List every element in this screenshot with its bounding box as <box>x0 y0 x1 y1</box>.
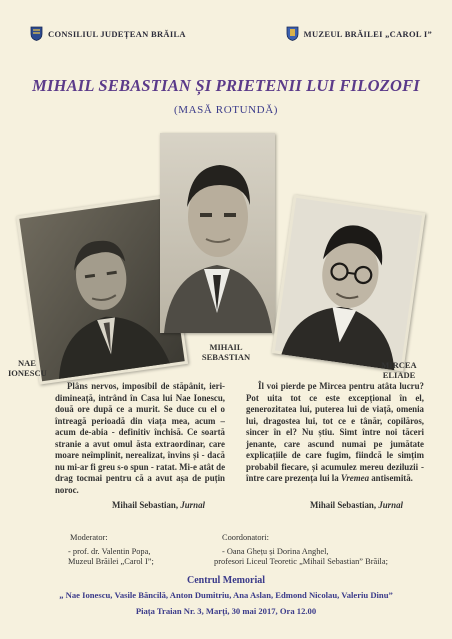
quote-left-author: Mihail Sebastian, <box>112 500 179 510</box>
venue-details: Piața Traian Nr. 3, Marți, 30 mai 2017, Ora 12.00 <box>135 606 317 616</box>
mihail-sebastian-photo <box>160 133 275 333</box>
county-coat-of-arms-icon <box>30 26 43 41</box>
mircea-eliade-photo <box>272 195 426 372</box>
sebastian-caption-line2: SEBASTIAN <box>201 352 251 362</box>
mircea-caption-line1: MIRCEA <box>381 360 417 370</box>
quote-right-text-end: antisemită. <box>371 473 413 483</box>
quote-left-signature <box>112 500 205 510</box>
sebastian-caption-line1: MIHAIL <box>209 342 243 352</box>
mihail-sebastian-caption <box>180 342 272 362</box>
county-council-logo <box>30 26 186 41</box>
museum-crest-icon <box>286 26 299 41</box>
museum-logo <box>286 26 432 41</box>
coordinators-institution: profesori Liceul Teoretic „Mihail Sebastian” Brăila; <box>214 557 388 566</box>
quote-nae-ionescu <box>55 381 225 496</box>
moderator-name: - prof. dr. Valentin Popa, <box>68 547 151 556</box>
coordinators-names: - Oana Ghețu și Dorina Anghel, <box>222 547 329 556</box>
quote-right-text: Îl voi pierde pe Mircea pentru atâta lucru? Pot uita tot ce este excepțional în el, generozitatea lui, puterea lui de viață, omenia lui, dragostea lui, tot ce e tânăr, copilăros, sincer în el? Nu știu. Simt între noi tăceri jenante, care ascund numai pe jumătate explicațiile de care fugim, fiindcă le simțim probabil fiecare, și acumulez mereu deziluzii - între care prezența lui la <box>246 381 424 483</box>
poster-title: MIHAIL SEBASTIAN ȘI PRIETENII LUI FILOZOFI <box>32 76 420 95</box>
nae-ionescu-caption <box>8 358 46 378</box>
mircea-caption-line2: ELIADE <box>382 370 416 380</box>
quote-right-signature <box>310 500 403 510</box>
quote-right-italic: Vremea <box>340 473 370 483</box>
quote-right-source: Jurnal <box>378 500 403 510</box>
venue-title: Centrul Memorial <box>186 575 266 586</box>
quote-mircea-eliade <box>246 381 424 485</box>
coordinators-label: Coordonatori: <box>222 533 269 542</box>
mircea-eliade-caption <box>369 360 429 380</box>
nae-caption-line2: IONESCU <box>8 368 47 378</box>
moderator-institution: Muzeul Brăilei „Carol I”; <box>68 557 154 566</box>
county-council-name: CONSILIUL JUDEȚEAN BRĂILA <box>48 28 186 39</box>
quote-left-source: Jurnal <box>180 500 205 510</box>
museum-name: MUZEUL BRĂILEI „CAROL I” <box>303 28 432 39</box>
quote-right-author: Mihail Sebastian, <box>310 500 377 510</box>
venue-names: „ Nae Ionescu, Vasile Băncilă, Anton Dumitriu, Ana Aslan, Edmond Nicolau, Valeriu Dinu” <box>59 590 393 600</box>
nae-caption-line1: NAE <box>18 358 36 368</box>
moderator-label: Moderator: <box>70 533 108 542</box>
poster-subtitle: (MASĂ ROTUNDĂ) <box>173 104 279 116</box>
quote-left-text: Plâns nervos, imposibil de stăpânit, ieri-dimineață, intrând în Casa lui Nae Ionescu, două ore după ce a murit. Se duce cu el o întreagă perioadă din viața mea, acum – acum de-abia - definitiv închisă. Ce soartă stranie a avut omul ăsta extraordinar, care moare neîmplinit, nerealizat, învins și - dacă nu mi-ar fi greu s-o spun - ratat. Mi-e atât de drag tocmai pentru că a avut așa de puțin noroc. <box>55 381 226 495</box>
